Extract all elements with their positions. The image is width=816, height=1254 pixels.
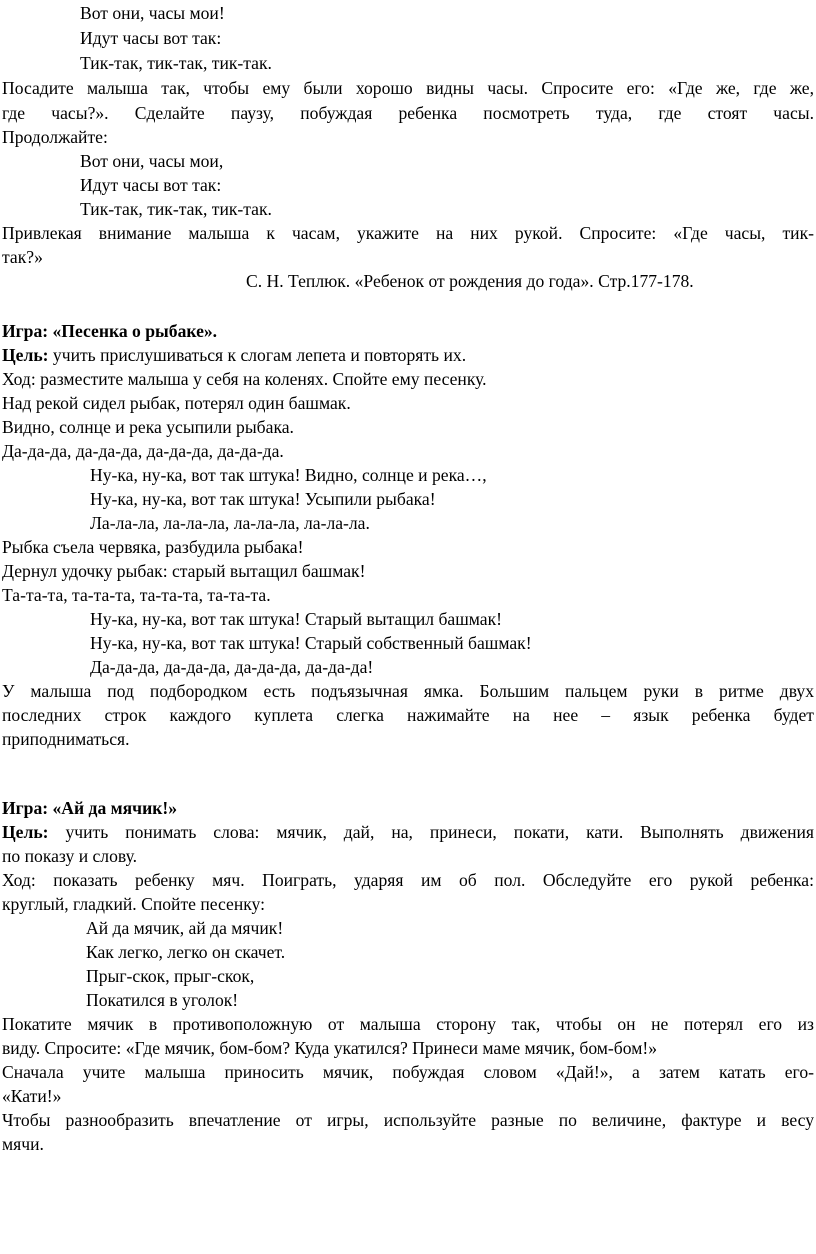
song-line-indented: Ну-ка, ну-ка, вот так штука! Усыпили рыбака!	[90, 489, 436, 509]
goal-text: учить понимать слова: мячик, дай, на, принеси, покати, кати. Выполнять движения	[48, 822, 814, 842]
poem-line: Как легко, легко он скачет.	[86, 942, 286, 962]
paragraph-line: Ход: показать ребенку мяч. Поиграть, ударяя им об пол. Обследуйте его рукой ребенка:	[2, 870, 814, 890]
game-title-text: Игра: «Песенка о рыбаке».	[2, 321, 218, 341]
song-line: Да-да-да, да-да-да, да-да-да, да-да-да.	[2, 441, 284, 461]
paragraph-line: где часы?». Сделайте паузу, побуждая ребенка посмотреть туда, где стоят часы.	[2, 103, 814, 123]
song-line: Над рекой сидел рыбак, потерял один башмак.	[2, 393, 351, 413]
paragraph-line: Посадите малыша так, чтобы ему были хорошо видны часы. Спросите его: «Где же, где же,	[2, 78, 814, 98]
poem-line: Покатился в уголок!	[86, 990, 239, 1010]
song-line: Видно, солнце и река усыпили рыбака.	[2, 417, 294, 437]
game-title-text: Игра: «Ай да мячик!»	[2, 798, 178, 818]
paragraph-line: Сначала учите малыша приносить мячик, побуждая словом «Дай!», а затем катать его-	[2, 1062, 814, 1082]
song-line: Рыбка съела червяка, разбудила рыбака!	[2, 537, 304, 557]
citation: С. Н. Теплюк. «Ребенок от рождения до года». Стр.177-178.	[246, 271, 694, 291]
poem-line: Идут часы вот так:	[80, 28, 222, 48]
poem-line: Идут часы вот так:	[80, 175, 222, 195]
paragraph-line: Покатите мячик в противоположную от малыша сторону так, чтобы он не потерял его из	[2, 1014, 814, 1034]
song-line-indented: Ну-ка, ну-ка, вот так штука! Старый вытащил башмак!	[90, 609, 503, 629]
paragraph-line: мячи.	[2, 1134, 44, 1154]
paragraph-line: Привлекая внимание малыша к часам, укажите на них рукой. Спросите: «Где часы, тик-	[2, 223, 814, 243]
paragraph-line: виду. Спросите: «Где мячик, бом-бом? Куда укатился? Принеси маме мячик, бом-бом!»	[2, 1038, 657, 1058]
song-line-indented: Ну-ка, ну-ка, вот так штука! Видно, солнце и река…,	[90, 465, 487, 485]
paragraph-line: так?»	[2, 247, 43, 267]
paragraph-line: Продолжайте:	[2, 127, 108, 147]
goal-text: учить прислушиваться к слогам лепета и повторять их.	[48, 345, 467, 365]
poem-line: Прыг-скок, прыг-скок,	[86, 966, 255, 986]
paragraph-line: Чтобы разнообразить впечатление от игры, используйте разные по величине, фактуре и весу	[2, 1110, 814, 1130]
goal-label: Цель:	[2, 822, 49, 842]
paragraph-line: Ход: разместите малыша у себя на коленях. Спойте ему песенку.	[2, 369, 487, 389]
poem-line: Вот они, часы мои,	[80, 151, 224, 171]
game-title	[2, 797, 177, 821]
poem-line: Ай да мячик, ай да мячик!	[86, 918, 284, 938]
song-line-indented: Ну-ка, ну-ка, вот так штука! Старый собственный башмак!	[90, 633, 532, 653]
song-line: Дернул удочку рыбак: старый вытащил башмак!	[2, 561, 366, 581]
game-goal	[2, 821, 814, 845]
poem-line: Тик-так, тик-так, тик-так.	[80, 53, 272, 73]
paragraph-line: «Кати!»	[2, 1086, 62, 1106]
game-goal	[2, 344, 466, 368]
song-line-indented: Да-да-да, да-да-да, да-да-да, да-да-да!	[90, 657, 374, 677]
game-title	[2, 320, 217, 344]
paragraph-line: приподниматься.	[2, 729, 130, 749]
paragraph-line: У малыша под подбородком есть подъязычная ямка. Большим пальцем руки в ритме двух	[2, 681, 814, 701]
goal-label: Цель:	[2, 345, 49, 365]
poem-line: Вот они, часы мои!	[80, 3, 225, 23]
paragraph-line: последних строк каждого куплета слегка нажимайте на нее – язык ребенка будет	[2, 705, 814, 725]
song-line-indented: Ла-ла-ла, ла-ла-ла, ла-ла-ла, ла-ла-ла.	[90, 513, 370, 533]
paragraph-line: круглый, гладкий. Спойте песенку:	[2, 894, 266, 914]
song-line: Та-та-та, та-та-та, та-та-та, та-та-та.	[2, 585, 271, 605]
paragraph-line: по показу и слову.	[2, 846, 138, 866]
poem-line: Тик-так, тик-так, тик-так.	[80, 199, 272, 219]
